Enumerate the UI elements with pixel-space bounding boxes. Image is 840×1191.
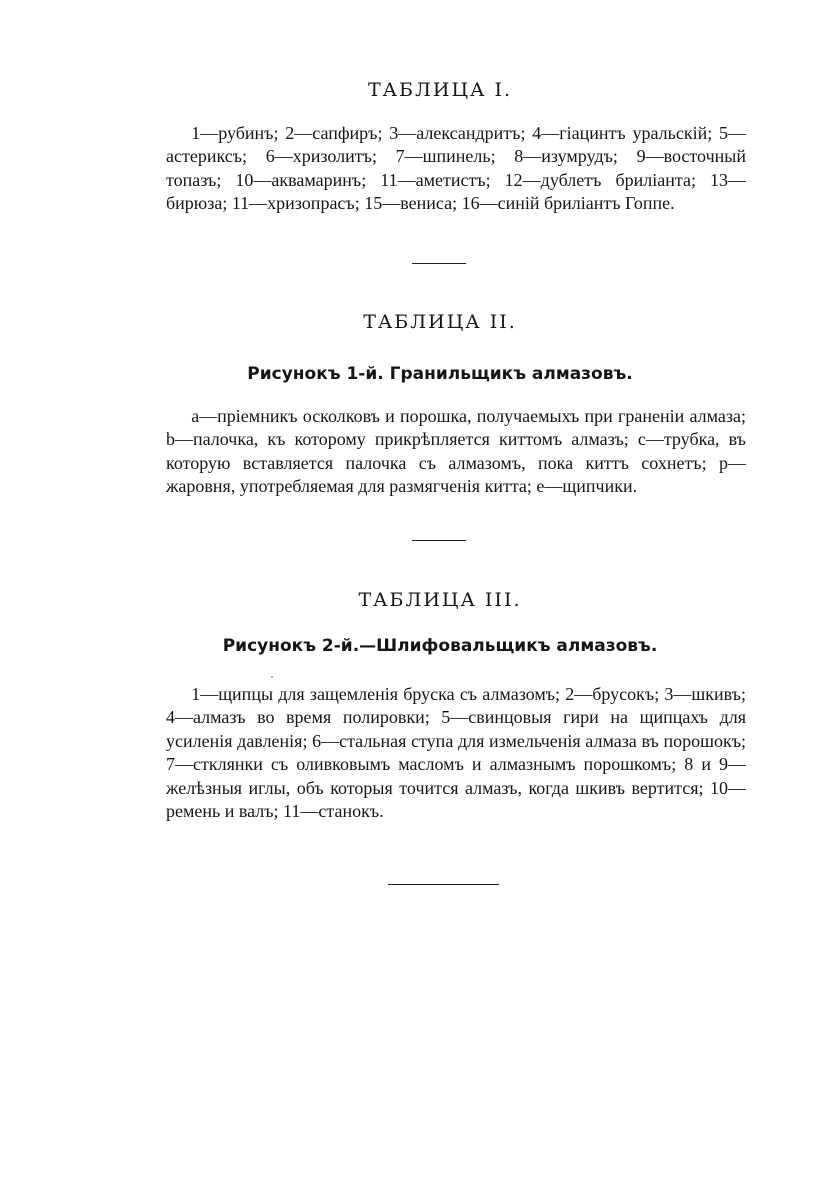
section-divider: [412, 263, 466, 264]
figure-2-caption: Рисунокъ 2-й.—Шлифовальщикъ алмазовъ.: [222, 636, 658, 656]
print-speck: [271, 676, 273, 678]
table-1-heading: ТАБЛИЦА I.: [368, 79, 512, 101]
figure-1-description: a—пріемникъ осколковъ и порошка, получаемыхъ при граненіи алмаза; b—палочка, къ которому прикрѣпляется киттомъ алмазъ; c—трубка, въ которую вставляется палочка съ алмазомъ, пока киттъ сохнетъ; p—жаровня, употребляемая для размягченія китта; e—щипчики.: [166, 406, 746, 497]
section-divider: [412, 540, 466, 541]
figure-1-caption: Рисунокъ 1-й. Гранильщикъ алмазовъ.: [247, 364, 633, 384]
table-2-heading: ТАБЛИЦА II.: [363, 311, 517, 333]
end-divider: [388, 884, 499, 885]
figure-2-description: 1—щипцы для защемленія бруска съ алмазомъ; 2—брусокъ; 3—шкивъ; 4—алмазъ во время полировки; 5—свинцовыя гири на щипцахъ для усиленія давленія; 6—стальная ступа для измельченія алмаза въ порошокъ; 7—стклянки съ оливковымъ масломъ и алмазнымъ порошкомъ; 8 и 9—желѣзныя иглы, объ которыя точится алмазъ, когда шкивъ вертится; 10—ремень и валъ; 11—станокъ.: [166, 684, 746, 822]
table-1-description: 1—рубинъ; 2—сапфиръ; 3—александритъ; 4—гіацинтъ уральскій; 5—астериксъ; 6—хризолитъ; 7—шпинель; 8—изумрудъ; 9—восточный топазъ; 10—аквамаринъ; 11—аметистъ; 12—дублетъ бриліанта; 13—бирюза; 11—хризопрасъ; 15—вениса; 16—синій бриліантъ Гоппе.: [166, 123, 746, 214]
table-3-heading: ТАБЛИЦА III.: [358, 589, 522, 611]
